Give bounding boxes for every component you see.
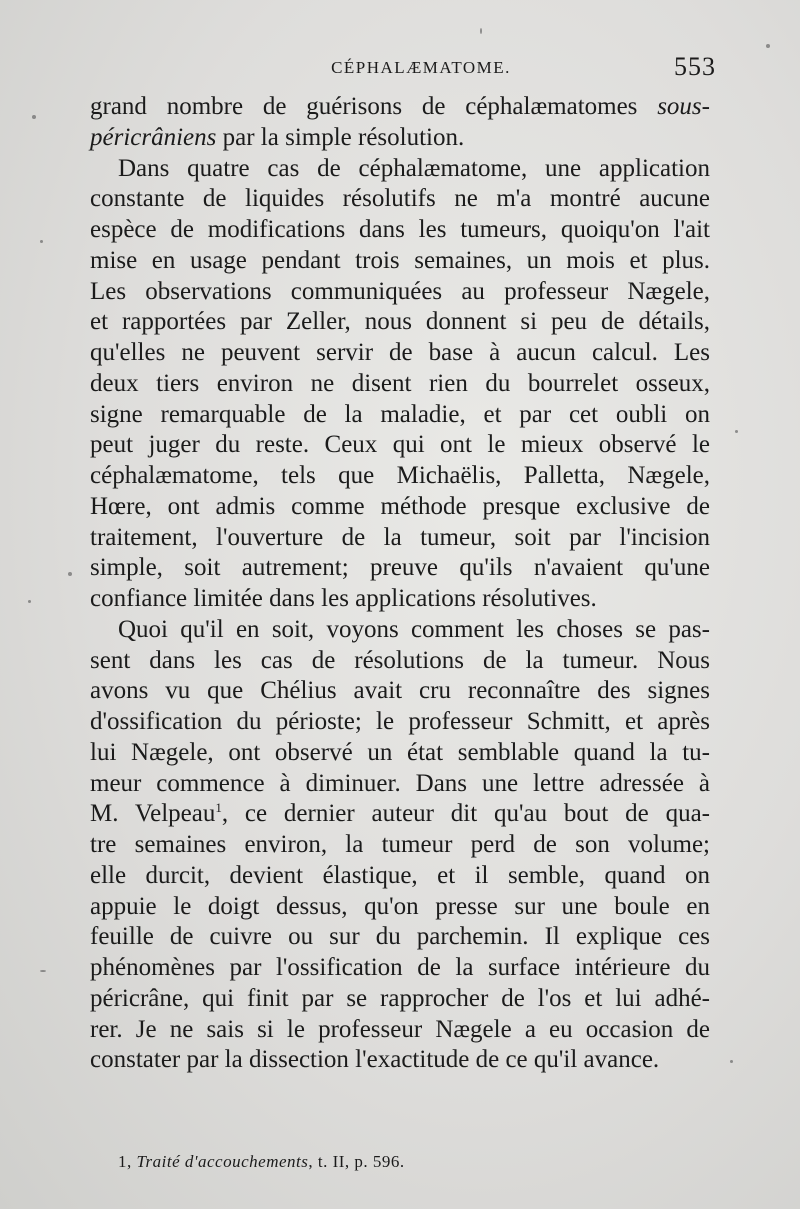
scan-speck: [40, 240, 43, 243]
page-header: [88, 52, 716, 82]
text-line: céphalæmatome, tels que Michaëlis, Palletta, Nægele,: [90, 462, 710, 489]
paragraph-3: [90, 615, 710, 1076]
paragraph-1: [90, 92, 710, 154]
text-line: mise en usage pendant trois semaines, un mois et plus.: [90, 246, 710, 274]
running-head: CÉPHALÆMATOME.: [331, 58, 511, 77]
scan-speck: [480, 28, 482, 34]
scan-speck: [730, 1060, 733, 1063]
text-line: espèce de modifications dans les tumeurs, quoiqu'on l'ait: [90, 216, 710, 243]
text-line: Dans quatre cas de céphalæmatome, une application: [118, 154, 710, 182]
scan-speck: [735, 430, 738, 433]
text-line: meur commence à diminuer. Dans une lettre adressée à: [90, 769, 710, 797]
text-line: constante de liquides résolutifs ne m'a montré aucune: [90, 185, 710, 213]
footnote-number: 1,: [118, 1152, 132, 1171]
text-line: simple, soit autrement; preuve qu'ils n'avaient qu'une: [90, 554, 710, 582]
italic-text: sous-: [657, 93, 710, 120]
text-line: péricrâne, qui finit par se rapprocher de l'os et lui adhé-: [90, 984, 710, 1012]
text-line: [90, 799, 710, 830]
text-line: deux tiers environ ne disent rien du bourrelet osseux,: [90, 369, 710, 397]
footnote: [118, 1152, 405, 1172]
scan-speck: [766, 44, 770, 48]
text-run: grand nombre de guérisons de céphalæmatomes: [90, 93, 658, 120]
text-line: Quoi qu'il en soit, voyons comment les choses se pas-: [118, 615, 710, 643]
text-run: par la simple résolution.: [216, 123, 465, 151]
text-run: M. Velpeau: [90, 800, 216, 828]
text-run: , ce dernier auteur dit qu'au bout de qua-: [221, 800, 710, 828]
text-line: tre semaines environ, la tumeur perd de son volume;: [90, 831, 710, 858]
scan-speck: [32, 115, 36, 119]
text-line: confiance limitée dans les applications résolutives.: [90, 585, 597, 612]
footnote-reference: , t. II, p. 596.: [308, 1152, 405, 1171]
text-line: elle durcit, devient élastique, et il semble, quand on: [90, 861, 710, 889]
scan-speck: [68, 572, 72, 576]
text-line: sent dans les cas de résolutions de la tumeur. Nous: [90, 646, 710, 674]
text-line: appuie le doigt dessus, qu'on presse sur une boule en: [90, 892, 710, 920]
paragraph-2: [90, 154, 710, 615]
text-line: qu'elles ne peuvent servir de base à aucun calcul. Les: [90, 339, 710, 366]
text-line: Hœre, ont admis comme méthode presque exclusive de: [90, 492, 710, 520]
text-line: traitement, l'ouverture de la tumeur, soit par l'incision: [90, 523, 710, 551]
text-line: avons vu que Chélius avait cru reconnaître des signes: [90, 677, 710, 705]
text-line: peut juger du reste. Ceux qui ont le mieux observé le: [90, 431, 710, 459]
text-line: et rapportées par Zeller, nous donnent si peu de détails,: [90, 308, 710, 336]
scan-speck: [40, 970, 46, 972]
text-line: d'ossification du périoste; le professeur Schmitt, et après: [90, 708, 710, 735]
body-text: [90, 92, 710, 1076]
text-line: feuille de cuivre ou sur du parchemin. Il explique ces: [90, 923, 710, 951]
text-line: phénomènes par l'ossification de la surface intérieure du: [90, 954, 710, 981]
text-line: rer. Je ne sais si le professeur Nægele a eu occasion de: [90, 1015, 710, 1043]
text-line: [90, 123, 710, 154]
italic-text: péricrâniens: [90, 123, 217, 151]
text-line: constater par la dissection l'exactitude de ce qu'il avance.: [90, 1046, 660, 1074]
page-number: 553: [674, 52, 716, 81]
text-line: signe remarquable de la maladie, et par cet oubli on: [90, 400, 710, 428]
scan-speck: [28, 600, 31, 603]
footnote-marker: 1: [215, 800, 222, 816]
text-line: Les observations communiquées au professeur Nægele,: [90, 277, 710, 305]
text-line: lui Nægele, ont observé un état semblable quand la tu-: [90, 738, 710, 766]
footnote-title: Traité d'accouchements: [136, 1152, 309, 1171]
text-line: [90, 92, 710, 123]
